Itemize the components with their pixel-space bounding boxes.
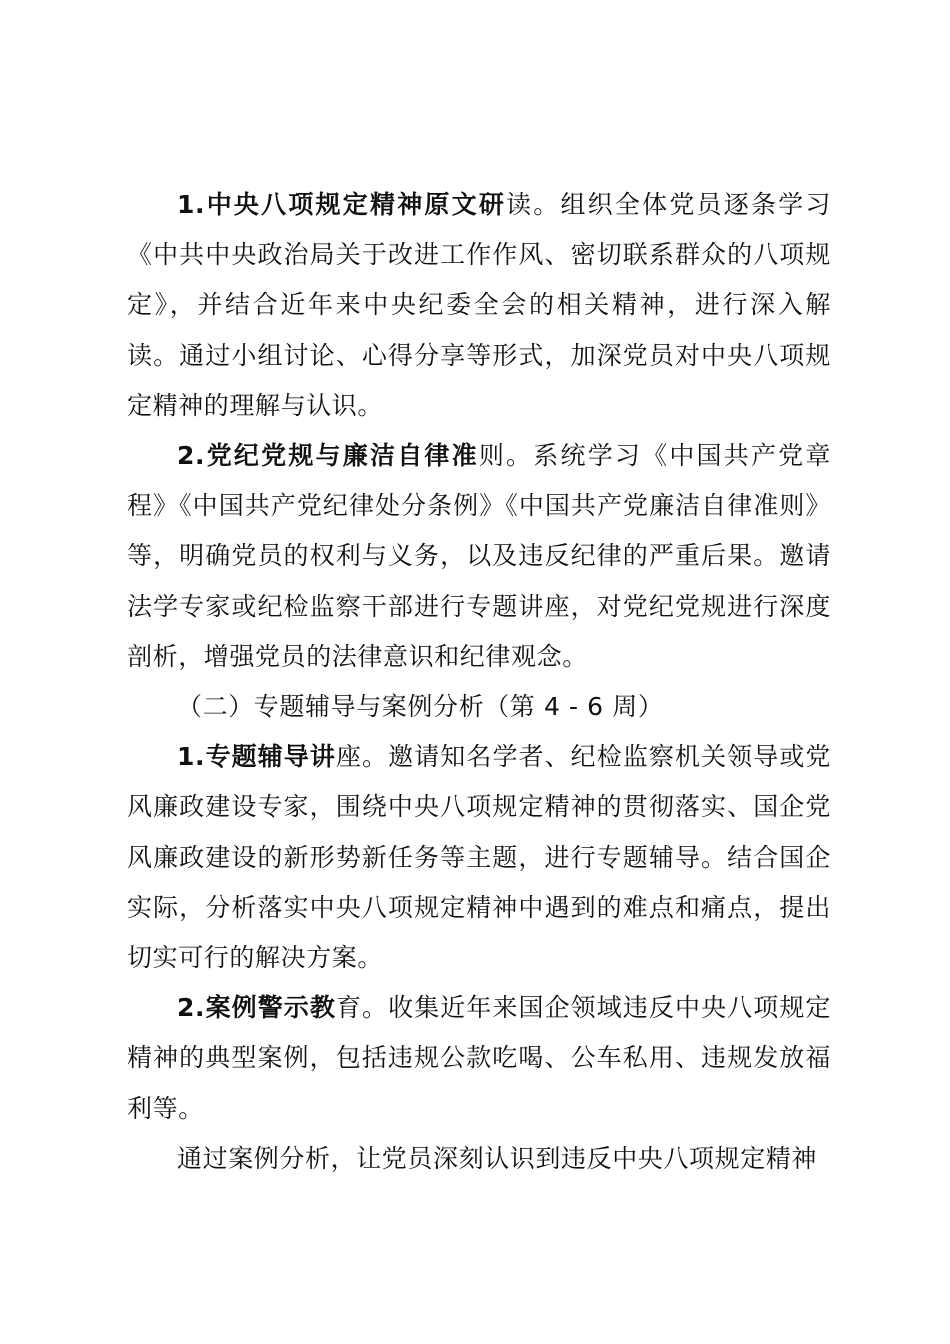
paragraph-original-text-study [127, 180, 831, 431]
paragraph-lead: 2.案例警示教 [177, 993, 336, 1023]
paragraph-lead: 1.专题辅导讲 [177, 742, 336, 772]
paragraph-case-warning [127, 983, 831, 1134]
section-heading: （二）专题辅导与案例分析（第 4 - 6 周） [177, 692, 664, 722]
paragraph-special-lecture [127, 732, 831, 983]
paragraph-lead: 2.党纪党规与廉洁自律准 [177, 441, 479, 471]
paragraph-party-discipline [127, 431, 831, 682]
paragraph-text: 读。组织全体党员逐条学习《中共中央政治局关于改进工作作风、密切联系群众的八项规定》，并结合近年来中央纪委全会的相关精神，进行深入解读。通过小组讨论、心得分享等形式，加深党员对中央八项规定精神的理解与认识。 [127, 190, 831, 420]
paragraph-text: 通过案例分析，让党员深刻认识到违反中央八项规定精神 [177, 1143, 818, 1173]
paragraph-case-analysis [127, 1134, 831, 1184]
document-body [127, 180, 831, 1184]
paragraph-text: 则。系统学习《中国共产党章程》《中国共产党纪律处分条例》《中国共产党廉洁自律准则》等，明确党员的权利与义务，以及违反纪律的严重后果。邀请法学专家或纪检监察干部进行专题讲座，对党纪党规进行深度剖析，增强党员的法律意识和纪律观念。 [127, 441, 831, 671]
paragraph-text: 座。邀请知名学者、纪检监察机关领导或党风廉政建设专家，围绕中央八项规定精神的贯彻落实、国企党风廉政建设的新形势新任务等主题，进行专题辅导。结合国企实际，分析落实中央八项规定精神中遇到的难点和痛点，提出切实可行的解决方案。 [127, 742, 831, 973]
paragraph-text: 育。收集近年来国企领域违反中央八项规定精神的典型案例，包括违规公款吃喝、公车私用、违规发放福利等。 [127, 993, 831, 1123]
paragraph-lead: 1.中央八项规定精神原文研 [177, 190, 507, 219]
